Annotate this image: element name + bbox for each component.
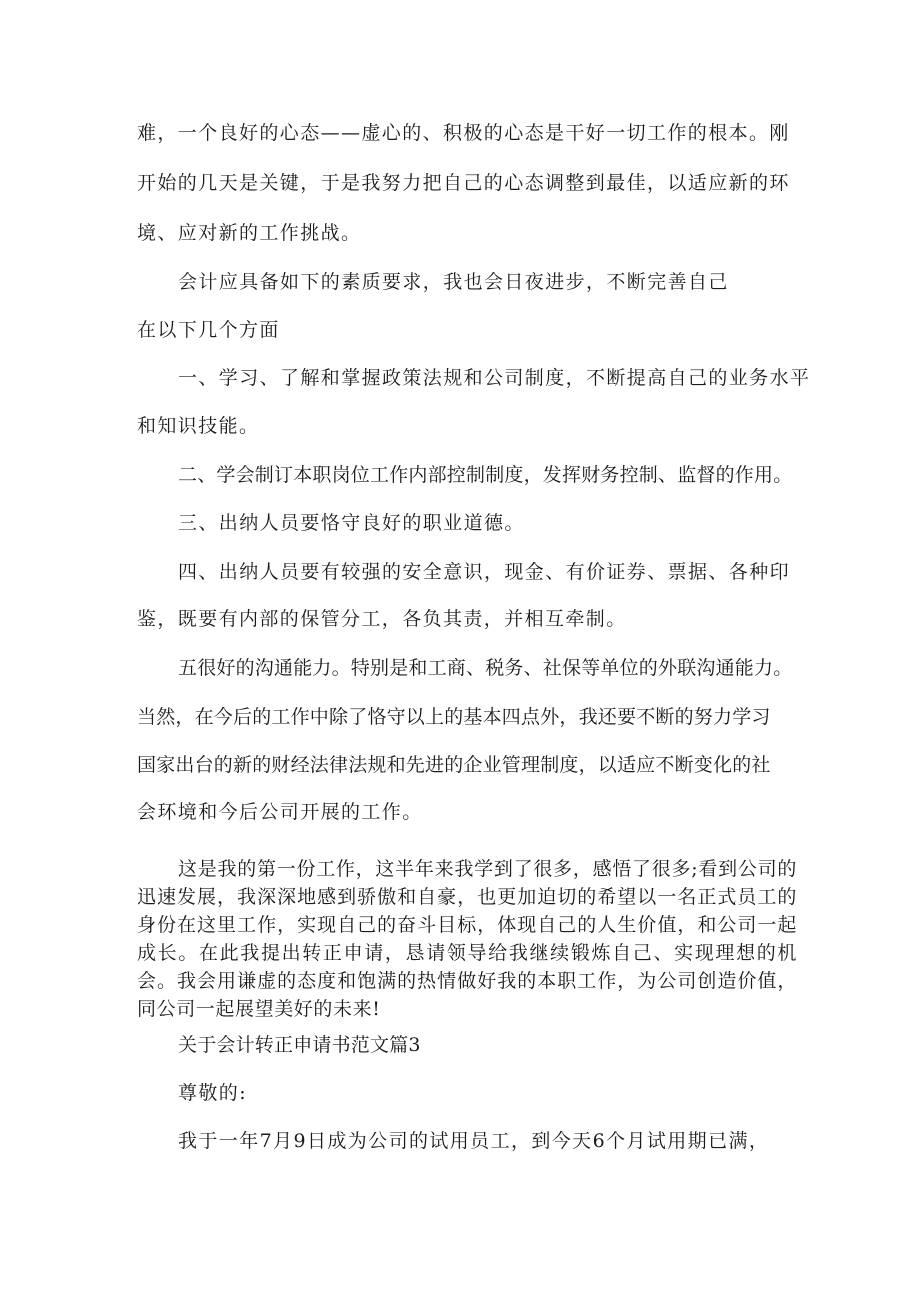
body-line: 会计应具备如下的素质要求，我也会日夜进步，不断完善自己 bbox=[178, 271, 729, 293]
body-line: 当然，在今后的工作中除了恪守以上的基本四点外，我还要不断的努力学习 bbox=[137, 706, 771, 728]
list-item-2: 二、学会制订本职岗位工作内部控制制度，发挥财务控制、监督的作用。 bbox=[178, 464, 793, 486]
body-line: 鉴，既要有内部的保管分工，各负其责，并相互牵制。 bbox=[137, 608, 627, 630]
list-item-5: 五很好的沟通能力。特别是和工商、税务、社保等单位的外联沟通能力。 bbox=[178, 657, 793, 679]
body-line: 境、应对新的工作挑战。 bbox=[137, 222, 362, 244]
body-line: 难，一个良好的心态——虚心的、积极的心态是干好一切工作的根本。刚 bbox=[137, 122, 790, 144]
body-line: 国家出台的新的财经法律法规和先进的企业管理制度，以适应不断变化的社 bbox=[137, 754, 771, 776]
body-line: 和知识技能。 bbox=[137, 415, 260, 437]
body-line: 我于一年7月9日成为公司的试用员工，到今天6个月试用期已满， bbox=[178, 1130, 770, 1152]
body-line: 会环境和今后公司开展的工作。 bbox=[137, 801, 423, 823]
salutation: 尊敬的: bbox=[178, 1082, 248, 1104]
body-line: 开始的几天是关键，于是我努力把自己的心态调整到最佳，以适应新的环 bbox=[137, 172, 790, 194]
closing-paragraph: 这是我的第一份工作，这半年来我学到了很多，感悟了很多;看到公司的迅速发展，我深深地感到骄傲和自豪，也更加迫切的希望以一名正式员工的身份在这里工作，实现自己的奋斗目标，体现自己的人生价值，和公司一起成长。在此我提出转正申请，恳请领导给我继续锻炼自己、实现理想的机会。我会用谦虚的态度和饱满的热情做好我的本职工作，为公司创造价值，同公司一起展望美好的未来! bbox=[137, 858, 797, 1020]
list-item-1: 一、学习、了解和掌握政策法规和公司制度，不断提高自己的业务水平 bbox=[178, 367, 811, 389]
section-title: 关于会计转正申请书范文篇3 bbox=[178, 1034, 421, 1056]
closing-paragraph-block bbox=[137, 855, 797, 1023]
list-item-4: 四、出纳人员要有较强的安全意识，现金、有价证券、票据、各种印 bbox=[178, 561, 791, 583]
list-item-3: 三、出纳人员要恪守良好的职业道德。 bbox=[178, 512, 525, 534]
body-line: 在以下几个方面 bbox=[137, 319, 280, 341]
